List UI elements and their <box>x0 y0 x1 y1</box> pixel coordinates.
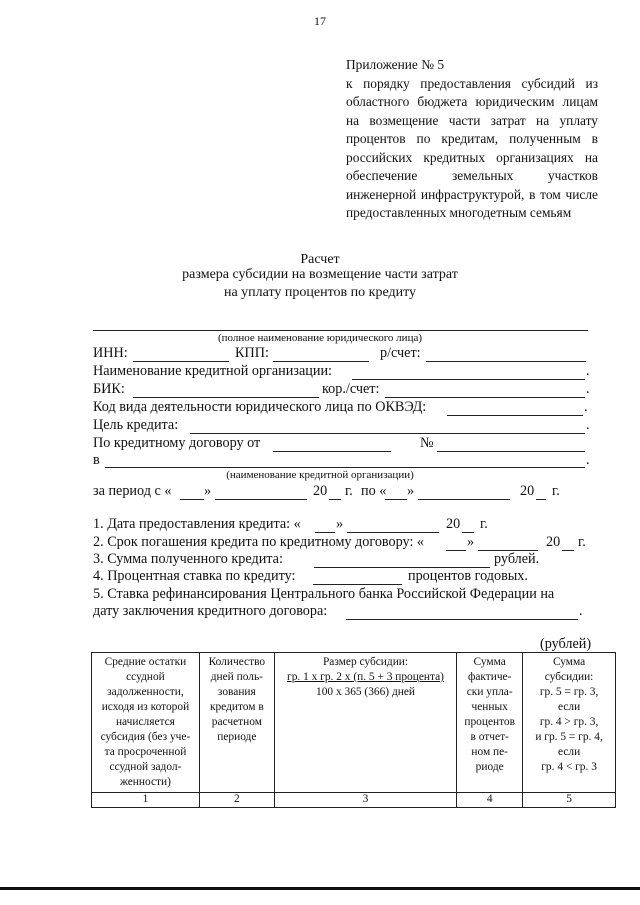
item-1-day[interactable] <box>315 532 335 533</box>
item-1-quote: » <box>336 516 344 532</box>
item-1-year-suffix: г. <box>480 516 488 532</box>
item-4-label: 4. Процентная ставка по кредиту: <box>93 568 296 584</box>
period-from-month[interactable] <box>215 499 307 500</box>
item-2-year-suffix: г. <box>578 534 586 550</box>
number-sign: № <box>420 435 434 451</box>
corr-account-field[interactable] <box>385 397 585 398</box>
period-to-day[interactable] <box>385 499 407 500</box>
purpose-label: Цель кредита: <box>93 417 179 433</box>
period-from-year[interactable] <box>329 499 341 500</box>
item-2-year-prefix: 20 <box>546 534 561 550</box>
appendix-title: Приложение № 5 <box>346 57 445 72</box>
contract-label: По кредитному договору от <box>93 435 261 451</box>
quote-close: » <box>204 483 212 499</box>
unit-note: (рублей) <box>540 636 592 652</box>
heading-line-2: размера субсидии на возмещение части затрат <box>182 267 458 282</box>
in-label: в <box>93 452 100 468</box>
credit-org-caption: (наименование кредитной организации) <box>226 469 414 481</box>
item-2-quote: » <box>467 534 475 550</box>
item-3-unit: рублей. <box>494 551 540 567</box>
col-5-header: Сумма субсидии: гр. 5 = гр. 3, если гр. 4 > гр. 3, и гр. 5 = гр. 4, если гр. 4 < гр. 3 <box>523 653 616 793</box>
bik-label: БИК: <box>93 381 125 397</box>
year-suffix-2: г. <box>552 483 560 499</box>
credit-org-name-field[interactable] <box>105 467 585 468</box>
period-to-year[interactable] <box>536 499 546 500</box>
item-2-day[interactable] <box>446 550 466 551</box>
purpose-field[interactable] <box>190 433 585 434</box>
okved-field[interactable] <box>447 415 583 416</box>
col-2-header: Количество дней поль- зования кредитом в расчетном периоде <box>199 653 274 793</box>
period-prefix: за период с « <box>93 483 172 499</box>
credit-org-field[interactable] <box>352 379 585 380</box>
year-prefix-2: 20 <box>520 483 535 499</box>
kpp-label: КПП: <box>235 345 269 361</box>
table-header-row <box>92 653 616 793</box>
col-1-header: Средние остатки ссудной задолженности, исходя из которой начисляется субсидия (без уче- та просроченной ссудной задол- женности) <box>92 653 200 793</box>
col-number-4: 4 <box>457 793 523 808</box>
item-5-line-1: 5. Ставка рефинансирования Центрального банка Российской Федерации на <box>93 586 555 602</box>
col-3-header: Размер субсидии: гр. 1 х гр. 2 х (п. 5 + 3 процента) 100 х 365 (366) дней <box>274 653 456 793</box>
item-1-year[interactable] <box>462 532 474 533</box>
item-1-month[interactable] <box>347 532 439 533</box>
item-2-label: 2. Срок погашения кредита по кредитному договору: « <box>93 534 425 550</box>
inn-label: ИНН: <box>93 345 128 361</box>
kpp-field[interactable] <box>273 361 369 362</box>
period-from-day[interactable] <box>180 499 204 500</box>
col-4-header: Сумма фактиче- ски упла- ченных процентов в отчет- ном пе- риоде <box>457 653 523 793</box>
account-label: р/счет: <box>380 345 421 361</box>
subsidy-table <box>91 652 616 808</box>
page-bottom-rule <box>0 887 640 890</box>
period-to-month[interactable] <box>418 499 510 500</box>
inn-field[interactable] <box>133 361 229 362</box>
page-number: 17 <box>314 14 326 28</box>
contract-number-field[interactable] <box>437 451 585 452</box>
col-number-1: 1 <box>92 793 200 808</box>
heading-line-3: на уплату процентов по кредиту <box>223 285 417 300</box>
item-1-label: 1. Дата предоставления кредита: « <box>93 516 301 532</box>
credit-org-label: Наименование кредитной организации: <box>93 363 332 379</box>
contract-date-field[interactable] <box>273 451 391 452</box>
legal-name-caption: (полное наименование юридического лица) <box>217 332 422 344</box>
col-number-5: 5 <box>523 793 616 808</box>
year-suffix-1: г. <box>345 483 353 499</box>
okved-label: Код вида деятельности юридического лица по ОКВЭД: <box>93 399 427 415</box>
col-number-3: 3 <box>274 793 456 808</box>
item-4-unit: процентов годовых. <box>408 568 528 584</box>
item-1-year-prefix: 20 <box>446 516 461 532</box>
corr-account-label: кор./счет: <box>322 381 380 397</box>
item-2-year[interactable] <box>562 550 574 551</box>
appendix-text: к порядку предоставления субсидий из областного бюджета юридическим лицам на возмещение части затрат на уплату процентов по кредитам, полученным в российских кредитных организациях на обеспечение земельных участков инженерной инфраструктурой, в том числе предоставленных многодетным семьям <box>346 75 598 220</box>
heading-line-1: Расчет <box>300 252 340 267</box>
account-field[interactable] <box>426 361 586 362</box>
col-number-2: 2 <box>199 793 274 808</box>
item-4-field[interactable] <box>313 584 402 585</box>
legal-name-line[interactable] <box>93 330 588 331</box>
bik-field[interactable] <box>133 397 319 398</box>
item-5-line-2: дату заключения кредитного договора: <box>93 603 328 619</box>
item-5-field[interactable] <box>346 619 578 620</box>
table-number-row <box>92 793 616 808</box>
appendix-block <box>346 56 598 223</box>
year-prefix-1: 20 <box>313 483 328 499</box>
period-to: по « <box>361 483 387 499</box>
quote-close-2: » <box>407 483 415 499</box>
item-3-label: 3. Сумма полученного кредита: <box>93 551 283 567</box>
